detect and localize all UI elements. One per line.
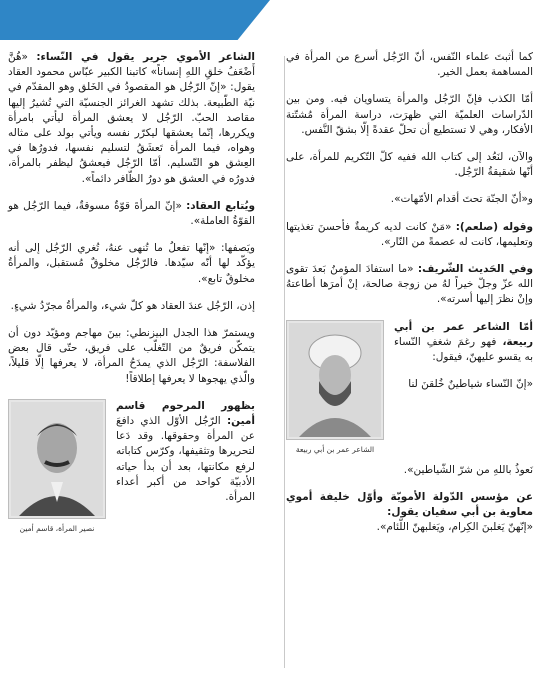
paragraph-text: فهو رغمَ شغفِ النّساء به يقسو عليهنّ، فيقول: (394, 335, 533, 364)
paragraph-text: «إنّ المرأةَ قوّةٌ مسوقةٌ، فيما الرّجُل هو القوّةُ العاملة». (8, 199, 255, 228)
bold-lead: وفي الحَديث الشّريف: (417, 263, 533, 276)
paragraph (286, 262, 533, 308)
portrait-image (286, 320, 384, 440)
verse-line: نَعوذُ باللهِ من شرّ الشّياطين». (403, 463, 533, 476)
photo-caption: الشاعر عمر بن أبي ربيعة (295, 444, 375, 454)
bold-lead: أمّا الشاعر عمر بن أبي ربيعة، (394, 320, 533, 348)
bold-lead: ويُتابع العقاد: (186, 199, 255, 212)
paragraph: إذن، الرّجُل عندَ العقاد هو كلّ شيء، والمرأةُ مجرّدُ شيءٍ. (10, 299, 255, 312)
portrait-illustration (289, 323, 381, 437)
paragraph: كما أثبتَ علماء النّفس، أنّ الرّجُل أسرع من المرأة في المساهمة بعمل الخير. (286, 51, 533, 79)
portrait-image (8, 399, 106, 519)
bold-lead: بظهور المرحوم قاسم أمين: (116, 399, 255, 428)
right-column (286, 50, 533, 548)
paragraph (286, 220, 533, 250)
paragraph: أمّا الكذب فإنّ الرّجُل والمرأة يتساويان فيه. ومن بين الدّراسات العلميّة التي ظهرَت، دراسة المرأة مُشتّتة الأفكار، وهي لا تستطيع أن تحلّ عقدةً إلّا بشقّ النَّفس. (286, 93, 533, 136)
paragraph-text: الرّجُل الأوّل الذي دافعَ عن المرأة وحقوقها. وقد دَعا لتحريرها وتثقيفها، وكرّس كتاباته لرفع مكانتها، بعد أن بدأ حياته الأدبيّة كواحد من أكبر أعداء المرأة. (116, 415, 255, 504)
paragraph-text: «ما استفادَ المؤمنُ بَعدَ تقوى الله عزّ وجلّ خيراً لهُ من زوجة صالحة، إنْ أمرَها أطاعتهُ وإنْ نظرَ إليها أسرته». (286, 263, 533, 306)
paragraph: ويستمرّ هذا الجدل البيزنطي: بينَ مهاجم ومؤيّد دون أن يتمكّن فريقٌ من التّغلّب على فريق، حتّى قال بعض الفلاسفة: الرّجُل الذي يمدَحُ المرأة، لا يعرفها إلّا قليلاً، والّذي يهجوها لا يعرفها إطلاقاً! (8, 327, 255, 385)
left-column (8, 50, 255, 542)
portrait-illustration (11, 402, 103, 516)
column-divider (284, 56, 285, 668)
paragraph-text: «هُنَّ أَضْعَفُ خلقِ اللهِ إنساناً» كاتبنا الكبير عبّاس محمود العقاد يقول: «إنّ الرّجُل هو المقصودُ في الخَلق وهو المقدّم في نيّة الطّبيعة. بذلك تشهد الغرائز الجنسيّة التي تُشيرُ إليها مقاصد الحبّ. الرّجُل لا يعشق المرأة ليأتي بامرأة ويكررها، إنّما يعشقها ليكرّر نفسه ويأتي بولد على مثاله وهواه، فيما المرأة تَعشَقُ لتسليم نفسها، فدورُها في العِشق هو التّسليم. أمّا الرّجُل فيعشقُ ليظفر بالمرأة، فدورُه في العشق هو دورُ الظّافر دائماً». (8, 51, 255, 185)
verse-line: «إنّ النّساء شياطينٌ خُلقنَ لنا (408, 378, 533, 391)
paragraph-text: «مَنْ كانت لديه كريمةٌ فأحسنَ تغذيتها وتعليمها، كانت له عصمةً من النّار». (286, 220, 533, 248)
paragraph (286, 490, 533, 536)
bold-lead: الشاعر الأموي جرير يقول في النّساء: (36, 51, 255, 63)
photo-omar-ibn-abi-rabia (286, 320, 384, 457)
paragraph: و«أنّ الجنّة تحتَ أقدام الأمّهات». (390, 193, 533, 206)
paragraph (8, 50, 255, 187)
paragraph: والآن، لنَعُد إلى كتاب الله ففيه كلّ التّكريم للمرأة، على أنّها شقيقةُ الرّجُل. (286, 151, 533, 179)
photo-qasim-amin (8, 399, 106, 536)
paragraph (8, 199, 255, 229)
paragraph: ويَصفها: «إنّها تفعلُ ما تُنهى عنهُ، تُغري الرّجُل إلى أنه يؤكّد لها أنّه سيّدها. فالرّجُل مخلوقٌ مُستقبل، والمرأةُ مخلوقٌ تابع». (8, 242, 255, 285)
paragraph-text: «إنّهنّ يَغلبنَ الكِرام، ويَغلبهنّ اللّئام». (376, 521, 533, 534)
photo-caption: نصير المرأة، قاسم أمين (19, 523, 95, 533)
header-banner (0, 0, 270, 40)
bold-lead: عن مؤسس الدّولة الأمويّة وأوّل خليفة أموي معاوية بن أبي سفيان يقول: (286, 491, 533, 519)
bold-lead: وقوله (صلعم): (455, 220, 533, 233)
